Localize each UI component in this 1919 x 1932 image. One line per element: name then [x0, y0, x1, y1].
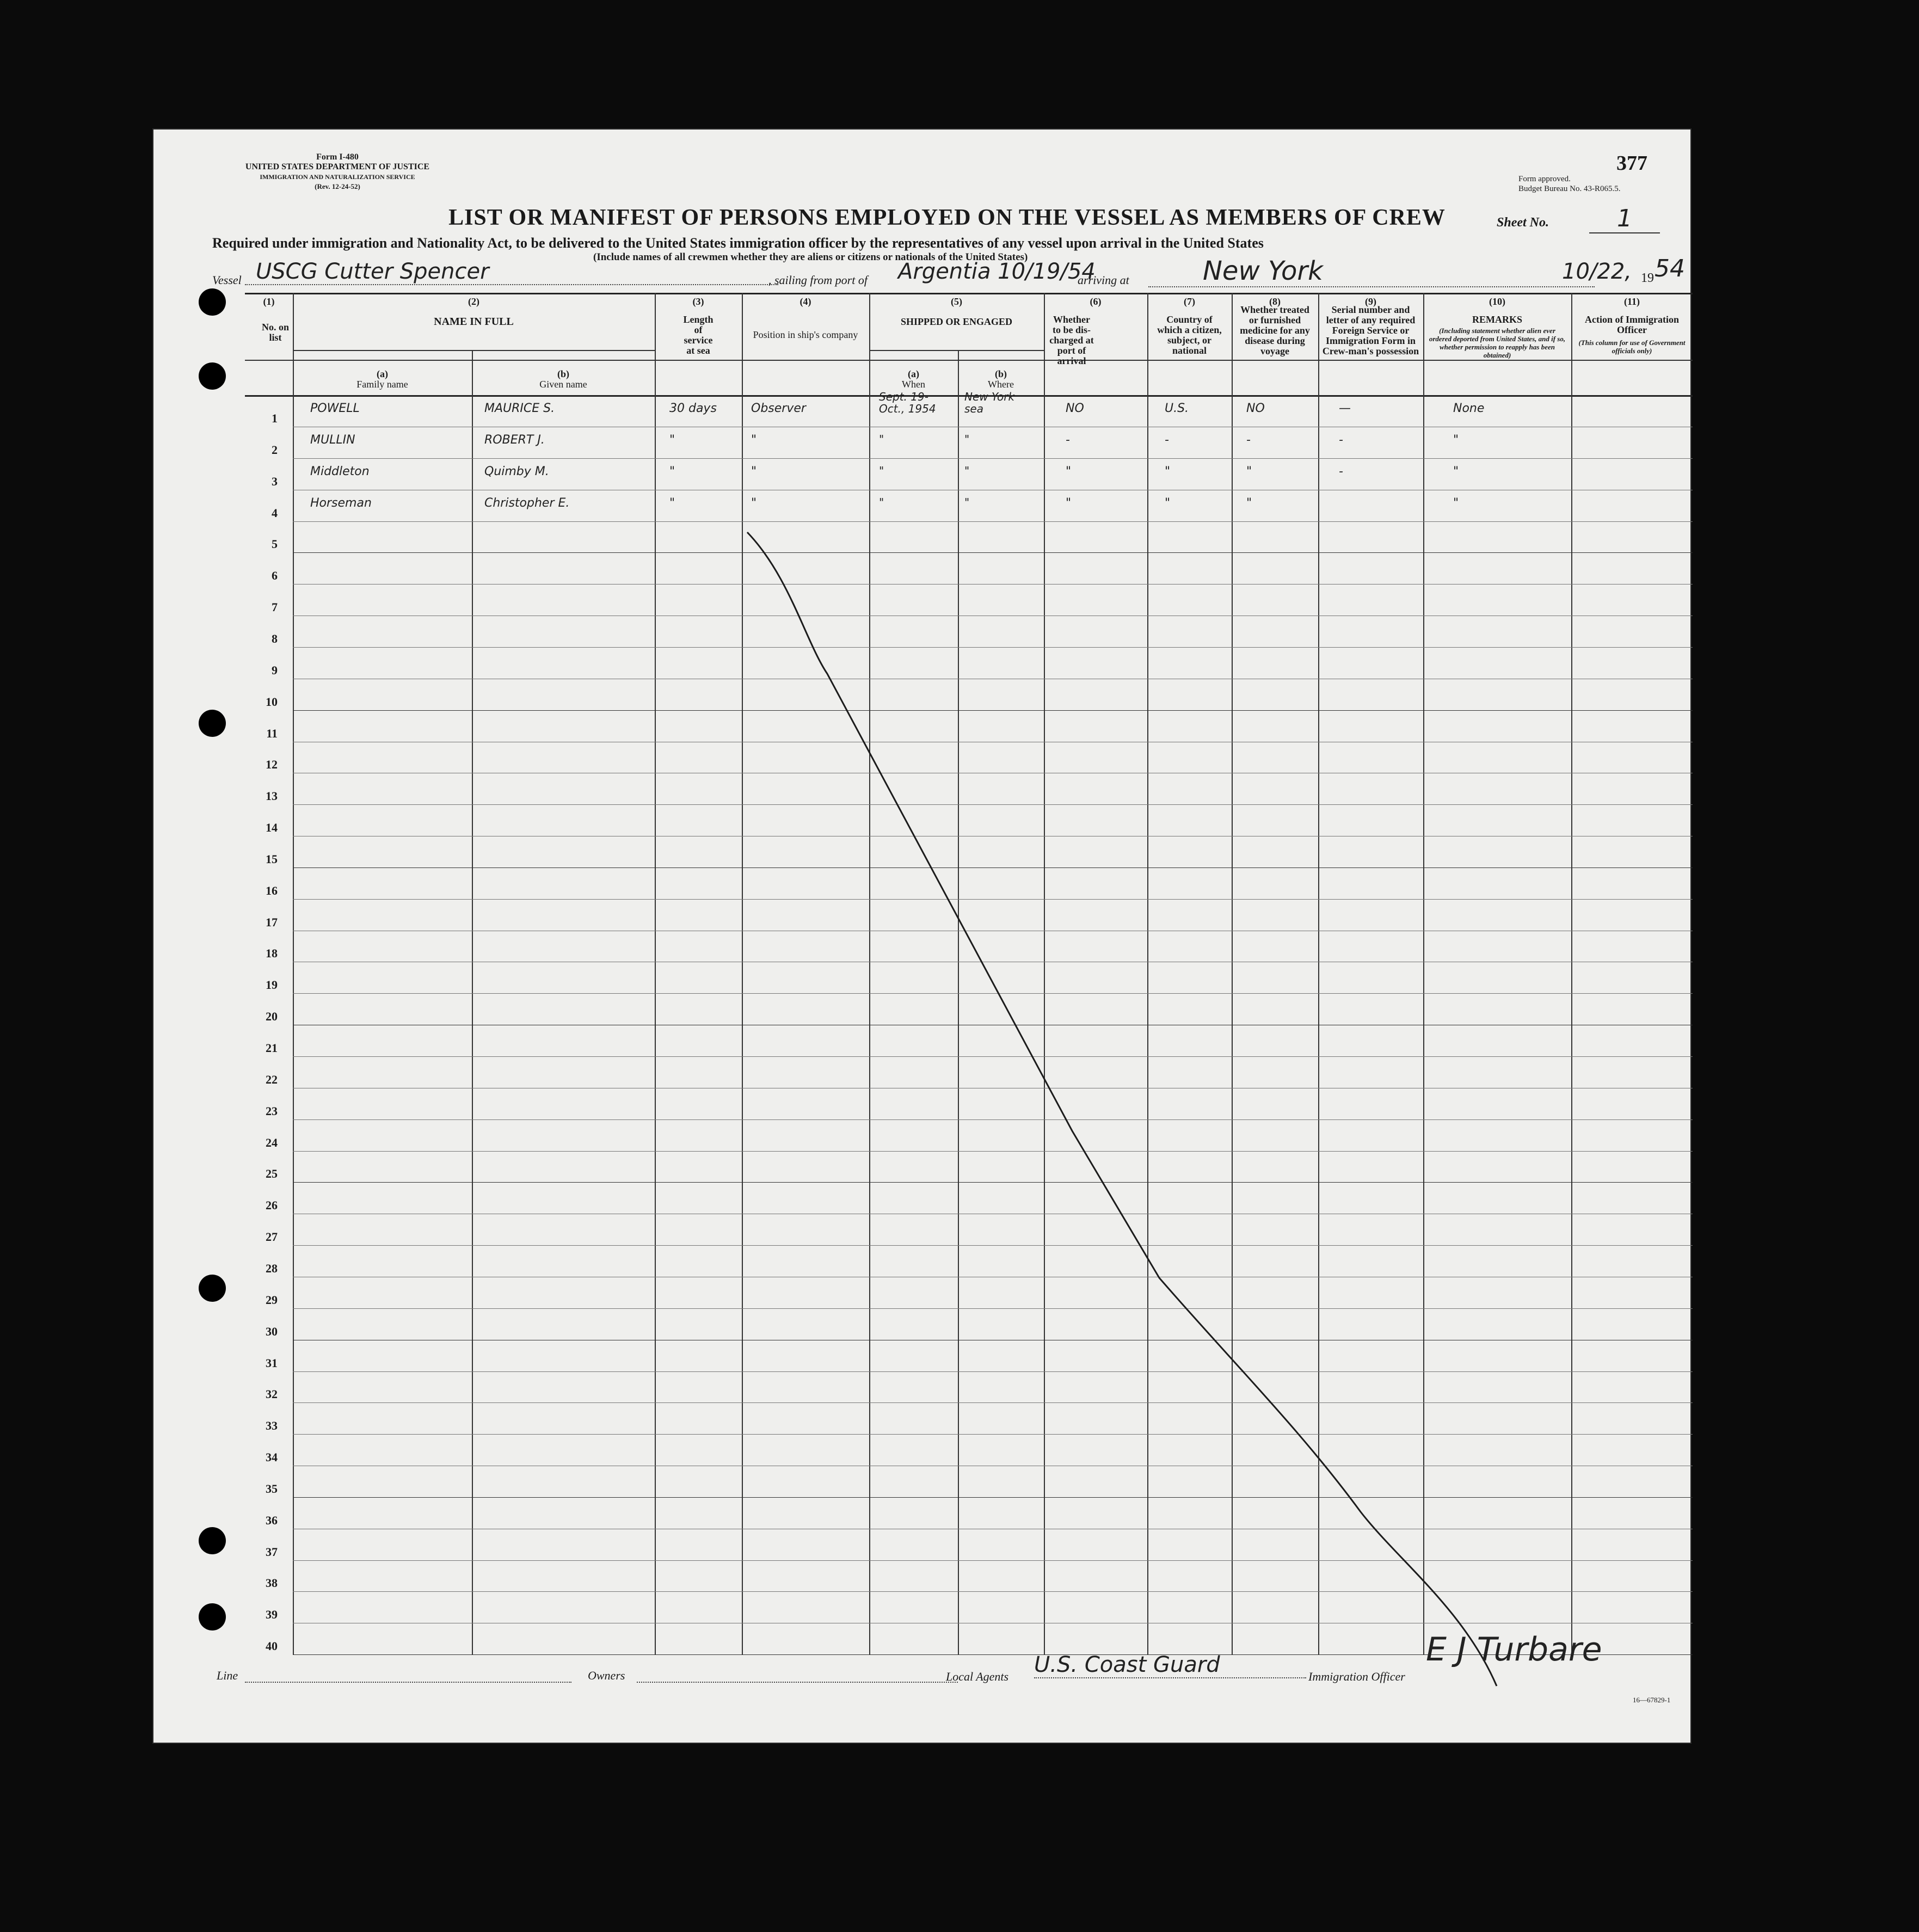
- col-label-4: Position in ship's company: [753, 329, 858, 340]
- sheet-index: 377: [1616, 152, 1647, 175]
- row-number: 24: [266, 1136, 278, 1149]
- row-number: 38: [266, 1576, 278, 1590]
- col-label-2b-key: (b): [557, 368, 569, 379]
- cell-country: U.S.: [1165, 402, 1189, 415]
- row-number: 31: [266, 1356, 278, 1370]
- cell-position: ": [751, 465, 757, 478]
- agency-service: IMMIGRATION AND NATURALIZATION SERVICE: [260, 173, 415, 181]
- cell-family: POWELL: [310, 402, 360, 415]
- approval-line: Budget Bureau No. 43-R065.5.: [1518, 184, 1621, 193]
- col-num-5: (5): [951, 296, 962, 307]
- cancel-stroke: [747, 532, 1497, 1686]
- col-label-6: Whether to be dis-charged at port of arrival: [1049, 314, 1094, 366]
- include-note: (Include names of all crewmen whether they are aliens or citizens or nationals of the United States): [593, 251, 1028, 263]
- col-label-5a: When: [902, 379, 925, 390]
- row-number: 14: [266, 821, 278, 834]
- col-label-10: REMARKS: [1472, 314, 1522, 325]
- row-number: 10: [266, 695, 278, 709]
- col-label-2b: Given name: [539, 379, 587, 390]
- col-label-2a: Family name: [356, 379, 408, 390]
- form-id: Form I-480: [316, 152, 359, 162]
- sheet-number-label: Sheet No.: [1497, 216, 1549, 230]
- row-number: 30: [266, 1325, 278, 1338]
- col-label-2: NAME IN FULL: [434, 316, 514, 328]
- col-num-7: (7): [1184, 296, 1195, 307]
- cell-serial: —: [1339, 402, 1351, 415]
- cell-service: ": [669, 433, 675, 447]
- cell-family: Middleton: [310, 465, 370, 478]
- row-number: 6: [272, 569, 278, 582]
- cell-given: Quimby M.: [484, 465, 549, 478]
- col-label-2a-key: (a): [377, 368, 388, 379]
- cell-where: ": [964, 496, 970, 509]
- cell-given: Christopher E.: [484, 496, 570, 510]
- cell-when: ": [879, 464, 884, 477]
- vessel-label: Vessel: [212, 273, 242, 287]
- cell-where: New York sea: [964, 390, 1015, 415]
- cell-when: Sept. 19- Oct., 1954: [879, 390, 936, 415]
- cell-treated: -: [1246, 433, 1251, 447]
- cell-treated: ": [1246, 496, 1252, 510]
- col-note-10: (Including statement whether alien ever ordered deported from United States, and if so, whether permission to reapply has been obtained): [1429, 327, 1566, 359]
- col-num-1: (1): [263, 296, 275, 307]
- row-number: 4: [272, 506, 278, 520]
- year-prefix: 19: [1641, 271, 1654, 285]
- manifest-sheet: [152, 128, 1692, 1744]
- cell-position: ": [751, 496, 757, 510]
- arrival-date: 10/22,: [1562, 259, 1632, 284]
- cell-service: 30 days: [669, 402, 717, 415]
- footer-agents-value: U.S. Coast Guard: [1034, 1652, 1306, 1678]
- row-number: 28: [266, 1262, 278, 1275]
- cell-service: ": [669, 465, 675, 478]
- cell-service: ": [669, 496, 675, 510]
- row-number: 35: [266, 1482, 278, 1496]
- immigration-officer-signature: E J Turbare: [1426, 1630, 1602, 1669]
- sheet-number-value: 1: [1589, 205, 1660, 233]
- row-number: 39: [266, 1608, 278, 1621]
- subtitle: Required under immigration and Nationality Act, to be delivered to the United States immigration officer by the representatives of any vessel upon arrival in the United States: [212, 235, 1264, 251]
- row-number: 8: [272, 632, 278, 645]
- cell-where: ": [964, 433, 970, 446]
- col-label-3: Length of service at sea: [683, 314, 714, 356]
- cell-position: ": [751, 433, 757, 447]
- cell-discharged: -: [1066, 433, 1070, 447]
- row-number: 37: [266, 1545, 278, 1559]
- cell-treated: ": [1246, 465, 1252, 478]
- row-number: 9: [272, 663, 278, 677]
- cell-family: Horseman: [310, 496, 372, 510]
- col-num-6: (6): [1090, 296, 1102, 307]
- col-num-11: (11): [1624, 296, 1640, 307]
- cell-where: ": [964, 464, 970, 477]
- sailing-label: , sailing from port of: [768, 273, 868, 287]
- cell-when: ": [879, 496, 884, 509]
- cell-country: ": [1165, 496, 1171, 510]
- strike-line: [201, 293, 1693, 1654]
- row-number: 22: [266, 1073, 278, 1086]
- crew-table: [201, 293, 1693, 1654]
- agency-revision: (Rev. 12-24-52): [315, 182, 360, 190]
- cell-serial: -: [1339, 465, 1343, 478]
- footer-owners-label: Owners: [588, 1669, 625, 1682]
- footer-line-rule: [245, 1682, 571, 1683]
- cell-remarks: ": [1453, 433, 1459, 447]
- col-label-8: Whether treated or furnished medicine for any disease during voyage: [1240, 304, 1310, 356]
- row-number: 13: [266, 789, 278, 803]
- cell-when: ": [879, 433, 884, 446]
- cell-discharged: ": [1066, 496, 1072, 510]
- cell-country: -: [1165, 433, 1169, 447]
- col-label-1: No. on list: [261, 322, 289, 343]
- row-number: 20: [266, 1010, 278, 1023]
- arriving-label: arriving at: [1078, 273, 1129, 287]
- col-num-3: (3): [692, 296, 704, 307]
- row-number: 7: [272, 600, 278, 614]
- col-label-5a-key: (a): [908, 368, 919, 379]
- col-label-5b: Where: [988, 379, 1014, 390]
- cell-serial: -: [1339, 433, 1343, 447]
- col-label-7: Country of which a citizen, subject, or national: [1157, 314, 1222, 356]
- col-num-10: (10): [1489, 296, 1505, 307]
- row-number: 25: [266, 1167, 278, 1180]
- cell-remarks: ": [1453, 496, 1459, 510]
- col-label-11: Action of Immigration Officer: [1585, 314, 1679, 335]
- cell-discharged: ": [1066, 465, 1072, 478]
- row-number: 29: [266, 1293, 278, 1307]
- row-number: 40: [266, 1639, 278, 1653]
- sailing-value: Argentia 10/19/54: [898, 259, 1096, 284]
- cell-given: MAURICE S.: [484, 402, 555, 415]
- col-num-9: (9): [1365, 296, 1376, 307]
- row-number: 33: [266, 1419, 278, 1432]
- row-number: 23: [266, 1104, 278, 1118]
- row-number: 11: [266, 727, 278, 740]
- row-number: 18: [266, 946, 278, 960]
- footer-owners-rule: [637, 1682, 958, 1683]
- row-number: 34: [266, 1450, 278, 1464]
- row-number: 3: [272, 475, 278, 488]
- row-number: 15: [266, 852, 278, 866]
- cell-treated: NO: [1246, 402, 1265, 415]
- cell-family: MULLIN: [310, 433, 355, 447]
- arriving-value: New York: [1148, 256, 1595, 287]
- col-label-9: Serial number and letter of any required Foreign Service or Immigration Form in Crew-man's possession: [1322, 304, 1419, 356]
- cell-position: Observer: [751, 402, 806, 415]
- col-num-4: (4): [799, 296, 811, 307]
- cell-country: ": [1165, 465, 1171, 478]
- approval-line: Form approved.: [1518, 175, 1571, 183]
- row-number: 19: [266, 978, 278, 992]
- footer-agents-label: Local Agents: [946, 1670, 1009, 1683]
- approval-block: [1518, 174, 1682, 194]
- row-number: 21: [266, 1041, 278, 1055]
- row-number: 32: [266, 1387, 278, 1401]
- row-number: 16: [266, 884, 278, 897]
- vessel-value: USCG Cutter Spencer: [245, 259, 778, 285]
- cell-given: ROBERT J.: [484, 433, 545, 447]
- footer-officer-label: Immigration Officer: [1308, 1670, 1405, 1683]
- col-note-11: (This column for use of Government officials only): [1578, 339, 1686, 355]
- col-label-5: SHIPPED OR ENGAGED: [900, 316, 1013, 327]
- row-number: 1: [272, 411, 278, 425]
- row-number: 12: [266, 758, 278, 771]
- col-label-5b-key: (b): [995, 368, 1007, 379]
- agency-block: [207, 152, 468, 192]
- form-code: 16—67829-1: [1633, 1696, 1671, 1704]
- col-num-2: (2): [468, 296, 479, 307]
- row-number: 17: [266, 915, 278, 929]
- cell-remarks: None: [1453, 402, 1485, 415]
- cell-remarks: ": [1453, 465, 1459, 478]
- year-suffix: 54: [1654, 255, 1685, 282]
- row-number: 26: [266, 1198, 278, 1212]
- col-num-8: (8): [1269, 296, 1281, 307]
- cell-discharged: NO: [1066, 402, 1084, 415]
- row-number: 36: [266, 1513, 278, 1527]
- row-number: 5: [272, 537, 278, 551]
- footer-line-label: Line: [217, 1669, 238, 1682]
- page-title: LIST OR MANIFEST OF PERSONS EMPLOYED ON THE VESSEL AS MEMBERS OF CREW: [448, 205, 1446, 230]
- row-number: 2: [272, 443, 278, 457]
- row-number: 27: [266, 1230, 278, 1244]
- agency-name: UNITED STATES DEPARTMENT OF JUSTICE: [245, 162, 430, 171]
